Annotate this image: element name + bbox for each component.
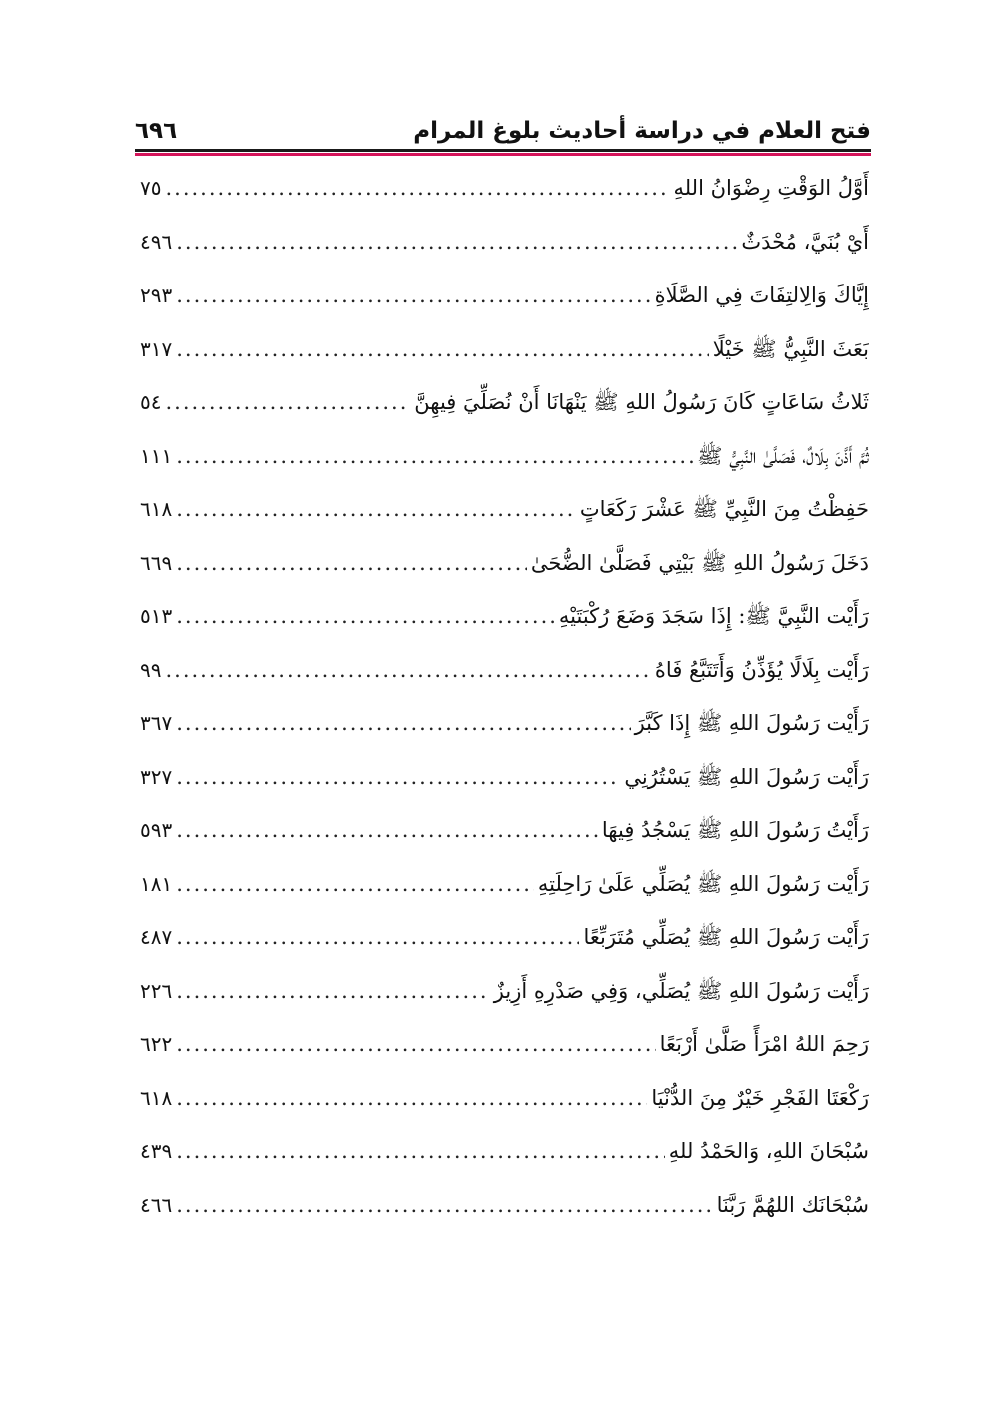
- page-header: [135, 112, 871, 152]
- entry-page-number: ٢٩٣: [140, 283, 173, 307]
- entry-text: بَعَثَ النَّبِيُّ ﷺ خَيْلًا: [712, 336, 869, 361]
- entry-text: ثُمَّ أَذَّنَ بِلَالٌ، فَصَلَّىٰ النَّبِيُّ ﷺ: [697, 443, 869, 468]
- entry-page-number: ٦٢٢: [140, 1032, 173, 1056]
- entry-text: رَكْعَتَا الفَجْرِ خَيْرٌ مِنَ الدُّنْيَا: [651, 1085, 869, 1110]
- page-number: ٦٩٦: [135, 118, 178, 144]
- entry-leader-dots: [165, 644, 650, 698]
- entry-page-number: ٣٢٧: [140, 764, 173, 789]
- entry-leader-dots: [176, 483, 576, 537]
- index-entry: [140, 751, 869, 805]
- index-entry: [140, 1018, 869, 1072]
- index-entry: [140, 216, 869, 270]
- entry-page-number: ٦١٨: [140, 497, 173, 521]
- entry-leader-dots: [176, 1072, 647, 1126]
- entry-leader-dots: [176, 1018, 655, 1072]
- entry-text: أَيْ بُنَيَّ، مُحْدَثٌ: [741, 229, 869, 254]
- entry-leader-dots: [176, 804, 598, 858]
- entry-page-number: ١٨١: [140, 871, 173, 896]
- entry-text: ثَلاثُ سَاعَاتٍ كَانَ رَسُولُ اللهِ ﷺ يَنْهَانَا أَنْ نُصَلِّيَ فِيهِنَّ: [414, 390, 869, 414]
- entry-leader-dots: [165, 162, 669, 216]
- entry-text: رَأَيْتُ رَسُولَ اللهِ ﷺ يَسْجُدُ فِيهَا: [601, 818, 869, 842]
- entry-leader-dots: [176, 751, 620, 805]
- entry-text: رَأَيْت بِلَالًا يُؤَذِّنُ وَأَتَتَبَّعُ فَاهُ: [654, 657, 869, 682]
- index-entry: [140, 430, 869, 484]
- entry-text: رَأَيْت النَّبِيَّ ﷺ: إِذَا سَجَدَ وَضَعَ رُكْبَتَيْهِ: [558, 604, 869, 628]
- entry-leader-dots: [176, 858, 534, 912]
- entry-leader-dots: [176, 430, 693, 484]
- entry-text: رَأَيْت رَسُولَ اللهِ ﷺ يُصَلِّي، وَفِي صَدْرِهِ أَزِيزٌ: [493, 978, 869, 1003]
- entry-leader-dots: [176, 590, 555, 644]
- entry-text: سُبْحَانَ اللهِ، وَالحَمْدُ للهِ: [668, 1139, 869, 1163]
- entry-leader-dots: [176, 1179, 712, 1233]
- entry-page-number: ٧٥: [140, 176, 162, 200]
- entry-page-number: ٥٩٣: [140, 818, 173, 842]
- index-entry: [140, 697, 869, 751]
- entry-text: سُبْحَانَك اللهُمَّ رَبَّنَا: [716, 1192, 869, 1217]
- entry-page-number: ٤٣٩: [140, 1139, 173, 1163]
- entry-page-number: ٥٤: [140, 390, 162, 414]
- index-entry: [140, 1125, 869, 1179]
- header-rule-dark: [135, 149, 871, 152]
- entry-text: رَأَيْت رَسُولَ اللهِ ﷺ يَسْتُرُنِي: [624, 764, 869, 789]
- book-title: فتح العلام في دراسة أحاديث بلوغ المرام: [413, 118, 871, 144]
- entry-leader-dots: [165, 376, 410, 430]
- entry-leader-dots: [176, 323, 709, 377]
- hadith-index-list: [140, 162, 869, 1232]
- entry-page-number: ٤٦٦: [140, 1192, 173, 1217]
- index-entry: [140, 858, 869, 912]
- index-entry: [140, 1072, 869, 1126]
- index-entry: [140, 162, 869, 216]
- entry-page-number: ٣٦٧: [140, 711, 173, 735]
- entry-text: حَفِظْتُ مِنَ النَّبِيِّ ﷺ عَشْرَ رَكَعَاتٍ: [579, 497, 869, 521]
- entry-leader-dots: [176, 911, 579, 965]
- index-entry: [140, 911, 869, 965]
- index-entry: [140, 1179, 869, 1233]
- entry-text: رَحِمَ اللهُ امْرَأً صَلَّىٰ أَرْبَعًا: [659, 1032, 869, 1056]
- entry-page-number: ٦٦٩: [140, 550, 173, 575]
- index-entry: [140, 590, 869, 644]
- entry-text: أَوَّلُ الوَقْتِ رِضْوَانُ اللهِ: [673, 176, 869, 200]
- index-entry: [140, 644, 869, 698]
- index-entry: [140, 323, 869, 377]
- entry-page-number: ٣١٧: [140, 336, 173, 361]
- entry-page-number: ١١١: [140, 443, 173, 468]
- index-entry: [140, 376, 869, 430]
- entry-leader-dots: [176, 697, 630, 751]
- entry-leader-dots: [176, 269, 650, 323]
- entry-page-number: ٥١٣: [140, 604, 173, 628]
- entry-text: رَأَيْت رَسُولَ اللهِ ﷺ إِذَا كَبَّرَ: [634, 711, 869, 735]
- entry-leader-dots: [176, 216, 737, 270]
- index-entry: [140, 269, 869, 323]
- entry-page-number: ٦١٨: [140, 1085, 173, 1110]
- entry-leader-dots: [176, 1125, 665, 1179]
- entry-page-number: ٩٩: [140, 657, 162, 682]
- index-entry: [140, 804, 869, 858]
- entry-text: رَأَيْت رَسُولَ اللهِ ﷺ يُصَلِّي مُتَرَبِّعًا: [583, 925, 869, 949]
- header-rule-accent: [135, 153, 871, 156]
- index-entry: [140, 965, 869, 1019]
- entry-text: رَأَيْت رَسُولَ اللهِ ﷺ يُصَلِّي عَلَىٰ رَاحِلَتِهِ: [537, 871, 869, 896]
- entry-page-number: ٢٢٦: [140, 978, 173, 1003]
- entry-page-number: ٤٩٦: [140, 229, 173, 254]
- entry-page-number: ٤٨٧: [140, 925, 173, 949]
- entry-leader-dots: [176, 965, 490, 1019]
- index-entry: [140, 483, 869, 537]
- entry-text: دَخَلَ رَسُولُ اللهِ ﷺ بَيْتِي فَصَلَّىٰ الضُّحَىٰ: [530, 550, 869, 575]
- entry-leader-dots: [176, 537, 527, 591]
- entry-text: إِيَّاكَ وَالِالتِفَاتَ فِي الصَّلَاةِ: [654, 283, 869, 307]
- index-entry: [140, 537, 869, 591]
